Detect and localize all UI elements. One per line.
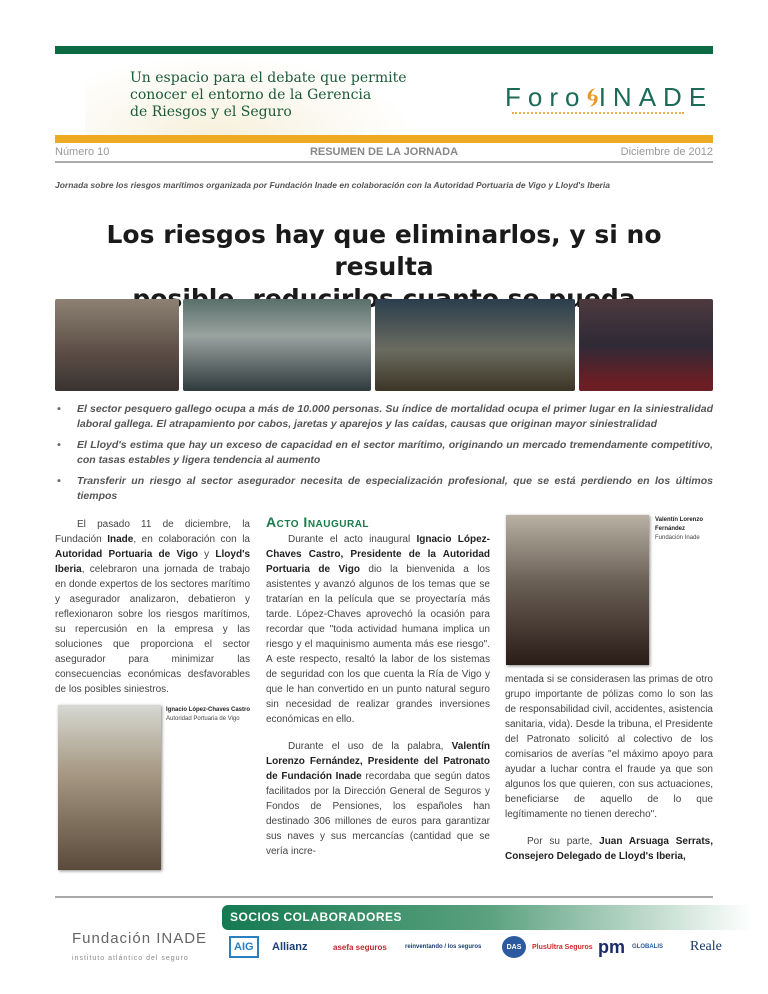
partner-logo-das: DAS — [502, 936, 526, 958]
text: , en colaboración con la — [133, 534, 250, 545]
issue-number: Número 10 — [55, 146, 110, 158]
caption-lopez-chaves — [166, 706, 251, 724]
photo-group — [579, 299, 713, 391]
bold-text: Autoridad Portuaria de Vigo — [55, 549, 198, 560]
partner-logo-allianz: Allianz — [272, 941, 308, 953]
partner-logo-pm: pm — [598, 936, 625, 957]
photo-auditorium — [375, 299, 575, 391]
tagline-line: Un espacio para el debate que permite — [130, 70, 407, 86]
logo-left: Foro — [505, 82, 587, 112]
caption-org: Autoridad Portuaria de Vigo — [166, 716, 240, 722]
article-subtitle: Jornada sobre los riesgos marítimos organizada por Fundación Inade en colaboración con la Autoridad Portuaria de Vigo y Lloyd's Iberia — [55, 180, 610, 190]
partner-logo-axa: reinventando / los seguros — [405, 944, 482, 950]
caption-name: Ignacio López-Chaves Castro — [166, 707, 251, 713]
fundacion-inade-logo: Fundación INADE — [72, 930, 208, 947]
highlight-item: • El sector pesquero gallego ocupa a más de 10.000 personas. Su índice de mortalidad ocupa el primer lugar en la siniestralidad laboral gallega. El atrapamiento por cabos, jaretas y aparejos y las caídas, causas que originan mayor siniestralidad — [55, 402, 713, 432]
caption-lorenzo — [655, 516, 715, 543]
partner-logo-reale: Reale — [690, 939, 722, 954]
bold-text: Ignacio López-Chaves Castro, Presidente de la Autoridad Portuaria de Vigo — [266, 534, 490, 575]
photo-street-crowd — [55, 299, 179, 391]
section-label: RESUMEN DE LA JORNADA — [309, 146, 459, 158]
bold-text: Lloyd's Iberia — [55, 549, 251, 575]
footer-divider — [55, 896, 713, 898]
text: El pasado 11 de diciembre, la Fundación — [55, 519, 250, 545]
bold-text: Valentín Lorenzo Fernández, Presidente del Patronato de Fundación Inade — [266, 741, 490, 782]
partner-logo-asefa: asefa seguros — [333, 942, 387, 952]
partners-title: SOCIOS COLABORADORES — [222, 905, 752, 930]
fundacion-inade-sub: instituto atlántico del seguro — [72, 955, 189, 962]
logo-wave — [512, 112, 684, 116]
portrait-lopez-chaves — [58, 705, 161, 870]
text: y — [197, 549, 216, 560]
text: Por su parte, — [527, 836, 600, 847]
logo-right: INADE — [598, 82, 714, 112]
caption-org: Fundación Inade — [655, 535, 700, 541]
column-3 — [505, 672, 713, 864]
partner-logo-aig: AIG — [229, 936, 259, 958]
column-2 — [266, 512, 490, 859]
text: mentada si se considerasen las primas de otro grupo importante de pólizas como lo son las de responsabilidad civil, accidentes, asistencia sanitaria, vida). Desde la tribuna, el Presidente del Patronato solicitó al colectivo de los comisarios de averías "el máximo apoyo para ayudar a luchar contra el fraude ya que son algunos los que quieren, con sus actuaciones, beneficiarse de aquello de lo que legítimamente no tienen derecho". — [505, 674, 713, 820]
header-tagline — [130, 70, 407, 121]
highlights-list — [55, 402, 713, 510]
photo-panel-table — [183, 299, 371, 391]
swirl-icon: 🌀︎ — [586, 82, 599, 112]
partner-logo-plusultra: PlusUltra Seguros — [532, 943, 593, 951]
header-orange-bar — [55, 135, 713, 143]
text: recordaba que según datos facilitados por la Dirección General de Seguros y Fondos de Pensiones, los españoles han destinado 306 millones de euros para garantizar sus naves y sus mercancías (cantidad que se vería incre- — [266, 771, 490, 857]
highlight-item: • Transferir un riesgo al sector asegurador necesita de especialización profesional, que se está perdiendo en los últimos tiempos — [55, 474, 713, 504]
title-line: Los riesgos hay que eliminarlos, y si no resulta — [106, 220, 662, 281]
bold-text: Juan Arsuaga Serrats, Consejero Delegado de Lloyd's Iberia, — [505, 836, 713, 862]
text: , celebraron una jornada de trabajo en donde expertos de los sectores marítimo y asegurador analizaron, debatieron y reflexionaron sobre los riesgos marítimos, su repercusión en la empresa y las soluciones que proporciona el sector asegurador para minimizar las consecuencias económicas desfavorables de los posibles siniestros. — [55, 564, 250, 695]
caption-name: Valentín Lorenzo Fernández — [655, 517, 704, 532]
highlight-item: • El Lloyd's estima que hay un exceso de capacidad en el sector marítimo, originando un mercado tremendamente competitivo, con tasas estables y ligera tendencia al aumento — [55, 438, 713, 468]
header-green-bar — [55, 46, 713, 54]
column-1 — [55, 517, 250, 697]
section-heading: Acto Inaugural — [266, 514, 370, 530]
tagline-line: de Riesgos y el Seguro — [130, 104, 292, 120]
tagline-line: conocer el entorno de la Gerencia — [130, 87, 372, 103]
divider — [55, 161, 713, 163]
bold-text: Inade — [107, 534, 134, 545]
portrait-lorenzo — [506, 515, 649, 665]
text: Durante el acto inaugural — [288, 534, 417, 545]
issue-date: Diciembre de 2012 — [620, 146, 713, 158]
text: Durante el uso de la palabra, — [288, 741, 452, 752]
partner-logo-globalis: GLOBALIS — [632, 944, 663, 950]
foro-inade-logo — [505, 82, 713, 114]
text: dio la bienvenida a los asistentes y avanzó algunos de los temas que se tratarían en la película que se proyectaría más tarde. López-Chaves aprovechó la ocasión para recordar que "toda actividad humana implica un riesgo y el maquinismo aumenta más ese riesgo". A este respecto, resaltó la labor de los sistemas de seguridad con los que cuenta la Ría de Vigo y que le han convertido en un punto natural seguro sin necesidad de realizar grandes inversiones económicas en ello. — [266, 564, 490, 725]
